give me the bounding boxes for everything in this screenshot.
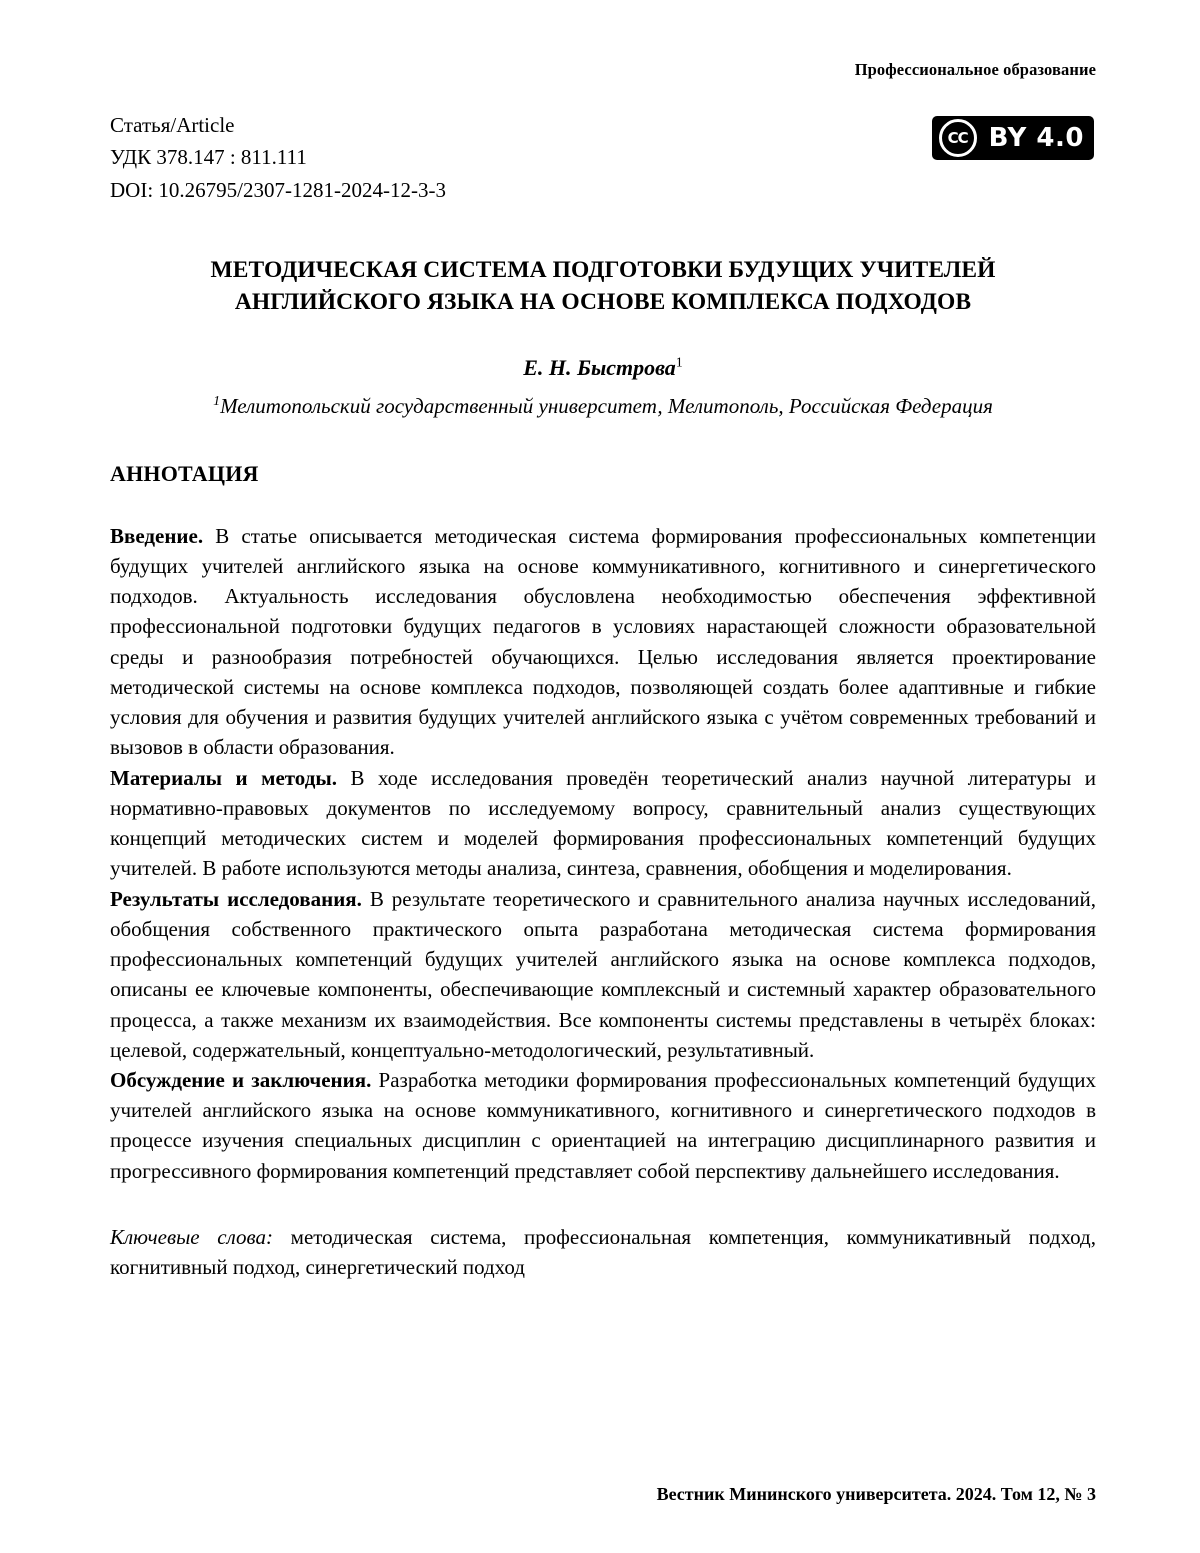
author-name-text: Е. Н. Быстрова <box>523 354 676 380</box>
page-footer: Вестник Мининского университета. 2024. Том 12, № 3 <box>656 1484 1096 1504</box>
abstract-text-discussion: Разработка методики формирования профессиональных компетенций будущих учителей английского языка на основе коммуникативного, когнитивного и синергетического подходов в процессе изучения специальных дисциплин с ориентацией на интеграцию дисциплинарного развития и прогрессивного формирования компетенций представляет собой перспективу дальнейшего исследования. <box>110 1067 1096 1183</box>
creative-commons-badge[interactable] <box>932 116 1094 160</box>
affiliation-text: Мелитопольский государственный университет, Мелитополь, Российская Федерация <box>220 393 993 418</box>
article-type: Статья/Article <box>110 113 235 137</box>
license-label: BY 4.0 <box>988 123 1084 153</box>
identifier-row <box>110 110 1096 207</box>
abstract-text-introduction: В статье описывается методическая система формирования профессиональных компетенции будущих учителей английского языка на основе коммуникативного, когнитивного и синергетического подходов. Актуальность исследования обусловлена необходимостью обеспечения эффективной профессиональной подготовки будущих педагогов в условиях нарастающей сложности образовательной среды и разнообразия потребностей обучающихся. Целью исследования является проектирование методической системы на основе комплекса подходов, позволяющей создать более адаптивные и гибкие условия для обучения и развития будущих учителей английского языка с учётом современных требований и вызовов в области образования. <box>110 523 1096 760</box>
udk-code: УДК 378.147 : 811.111 <box>110 145 307 170</box>
article-title: МЕТОДИЧЕСКАЯ СИСТЕМА ПОДГОТОВКИ БУДУЩИХ УЧИТЕЛЕЙ АНГЛИЙСКОГО ЯЗЫКА НА ОСНОВЕ КОМПЛЕКСА ПОДХОДОВ <box>210 257 996 316</box>
creative-commons-icon: CC <box>939 119 977 157</box>
abstract-paragraph-discussion <box>110 1065 1096 1186</box>
abstract-label-results: Результаты исследования. <box>110 886 362 911</box>
running-head: Профессиональное образование <box>854 60 1096 79</box>
affiliation <box>110 394 1096 419</box>
abstract-paragraph-methods <box>110 763 1096 884</box>
keywords-label: Ключевые слова: <box>110 1224 273 1249</box>
abstract-heading: АННОТАЦИЯ <box>110 460 259 486</box>
abstract-text-methods: В ходе исследования проведён теоретический анализ научной литературы и нормативно-правовых документов по исследуемому вопросу, сравнительный анализ существующих концепций методических систем и моделей формирования профессиональных компетенций будущих учителей. В работе используются методы анализа, синтеза, сравнения, обобщения и моделирования. <box>110 765 1096 881</box>
affiliation-marker: 1 <box>213 393 221 409</box>
author-name <box>110 355 1096 381</box>
keywords-text: методическая система, профессиональная компетенция, коммуникативный подход, когнитивный подход, синергетический подход <box>110 1224 1096 1280</box>
abstract-paragraph-results <box>110 884 1096 1065</box>
abstract-label-discussion: Обсуждение и заключения. <box>110 1067 372 1092</box>
author-affiliation-marker: 1 <box>675 355 683 371</box>
abstract-label-methods: Материалы и методы. <box>110 765 337 790</box>
abstract-text-results: В результате теоретического и сравнительного анализа научных исследований, обобщения собственного практического опыта разработана методическая система формирования профессиональных компетенций будущих учителей английского языка на основе комплекса подходов, описаны ее ключевые компоненты, обеспечивающие комплексный и системный характер образовательного процесса, а также механизм их взаимодействия. Все компоненты системы представлены в четырёх блоках: целевой, содержательный, концептуально-методологический, результативный. <box>110 886 1096 1062</box>
doi-code[interactable]: DOI: 10.26795/2307-1281-2024-12-3-3 <box>110 177 446 202</box>
keywords-block <box>110 1222 1096 1282</box>
identifier-block <box>110 110 446 207</box>
abstract-label-introduction: Введение. <box>110 523 204 548</box>
abstract-paragraph-introduction <box>110 521 1096 763</box>
